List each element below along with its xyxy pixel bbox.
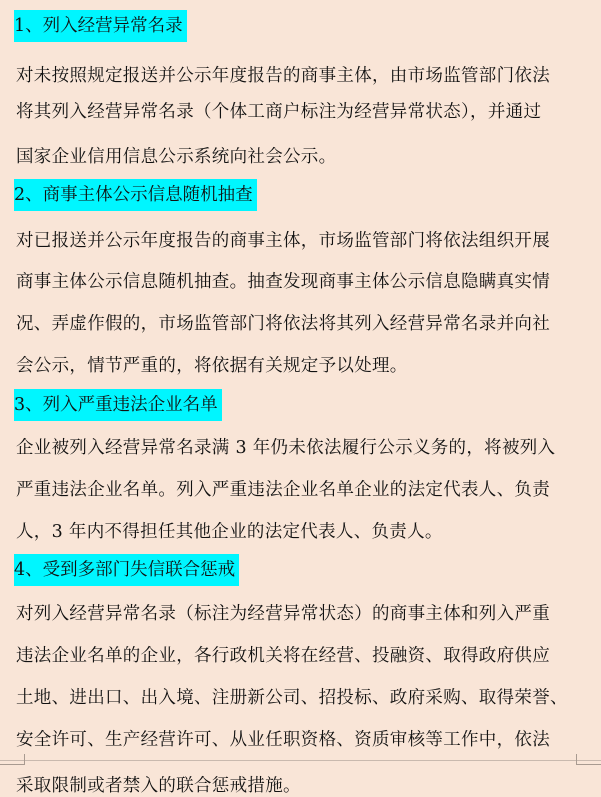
section-2-line-4: 会公示，情节严重的，将依据有关规定予以处理。 xyxy=(16,356,408,376)
section-1-title: 1、列入经营异常名录 xyxy=(14,10,187,42)
section-3-line-1: 企业被列入经营异常名录满 3 年仍未依法履行公示义务的，将被列入 xyxy=(16,438,556,458)
section-4-line-2: 违法企业名单的企业，各行政机关将在经营、投融资、取得政府供应 xyxy=(16,646,550,666)
section-4-line-4: 安全许可、生产经营许可、从业任职资格、资质审核等工作中，依法 xyxy=(16,730,550,750)
page-break-rule xyxy=(0,760,601,761)
section-3-line-3: 人，3 年内不得担任其他企业的法定代表人、负责人。 xyxy=(16,522,443,542)
section-2-title: 2、商事主体公示信息随机抽查 xyxy=(14,179,257,211)
section-2-line-3: 况、弄虚作假的，市场监管部门将依法将其列入经营异常名录并向社 xyxy=(16,314,550,334)
section-2-line-1: 对已报送并公示年度报告的商事主体，市场监管部门将依法组织开展 xyxy=(16,231,550,251)
section-1-line-3: 国家企业信用信息公示系统向社会公示。 xyxy=(16,147,337,167)
page-corner-mark-right xyxy=(576,754,601,765)
section-3-title: 3、列入严重违法企业名单 xyxy=(14,389,222,421)
section-4-title: 4、受到多部门失信联合惩戒 xyxy=(14,554,239,586)
section-3-line-2: 严重违法企业名单。列入严重违法企业名单企业的法定代表人、负责 xyxy=(16,480,550,500)
section-1-line-1: 对未按照规定报送并公示年度报告的商事主体，由市场监管部门依法 xyxy=(16,66,550,86)
section-4-line-1: 对列入经营异常名录（标注为经营异常状态）的商事主体和列入严重 xyxy=(16,604,550,624)
section-1-line-2: 将其列入经营异常名录（个体工商户标注为经营异常状态），并通过 xyxy=(16,102,542,122)
section-4-line-3: 土地、进出口、出入境、注册新公司、招投标、政府采购、取得荣誉、 xyxy=(16,688,568,708)
page-corner-mark-left xyxy=(0,754,25,765)
section-4-line-5: 采取限制或者禁入的联合惩戒措施。 xyxy=(16,776,301,796)
section-2-line-2: 商事主体公示信息随机抽查。抽查发现商事主体公示信息隐瞒真实情 xyxy=(16,272,550,292)
